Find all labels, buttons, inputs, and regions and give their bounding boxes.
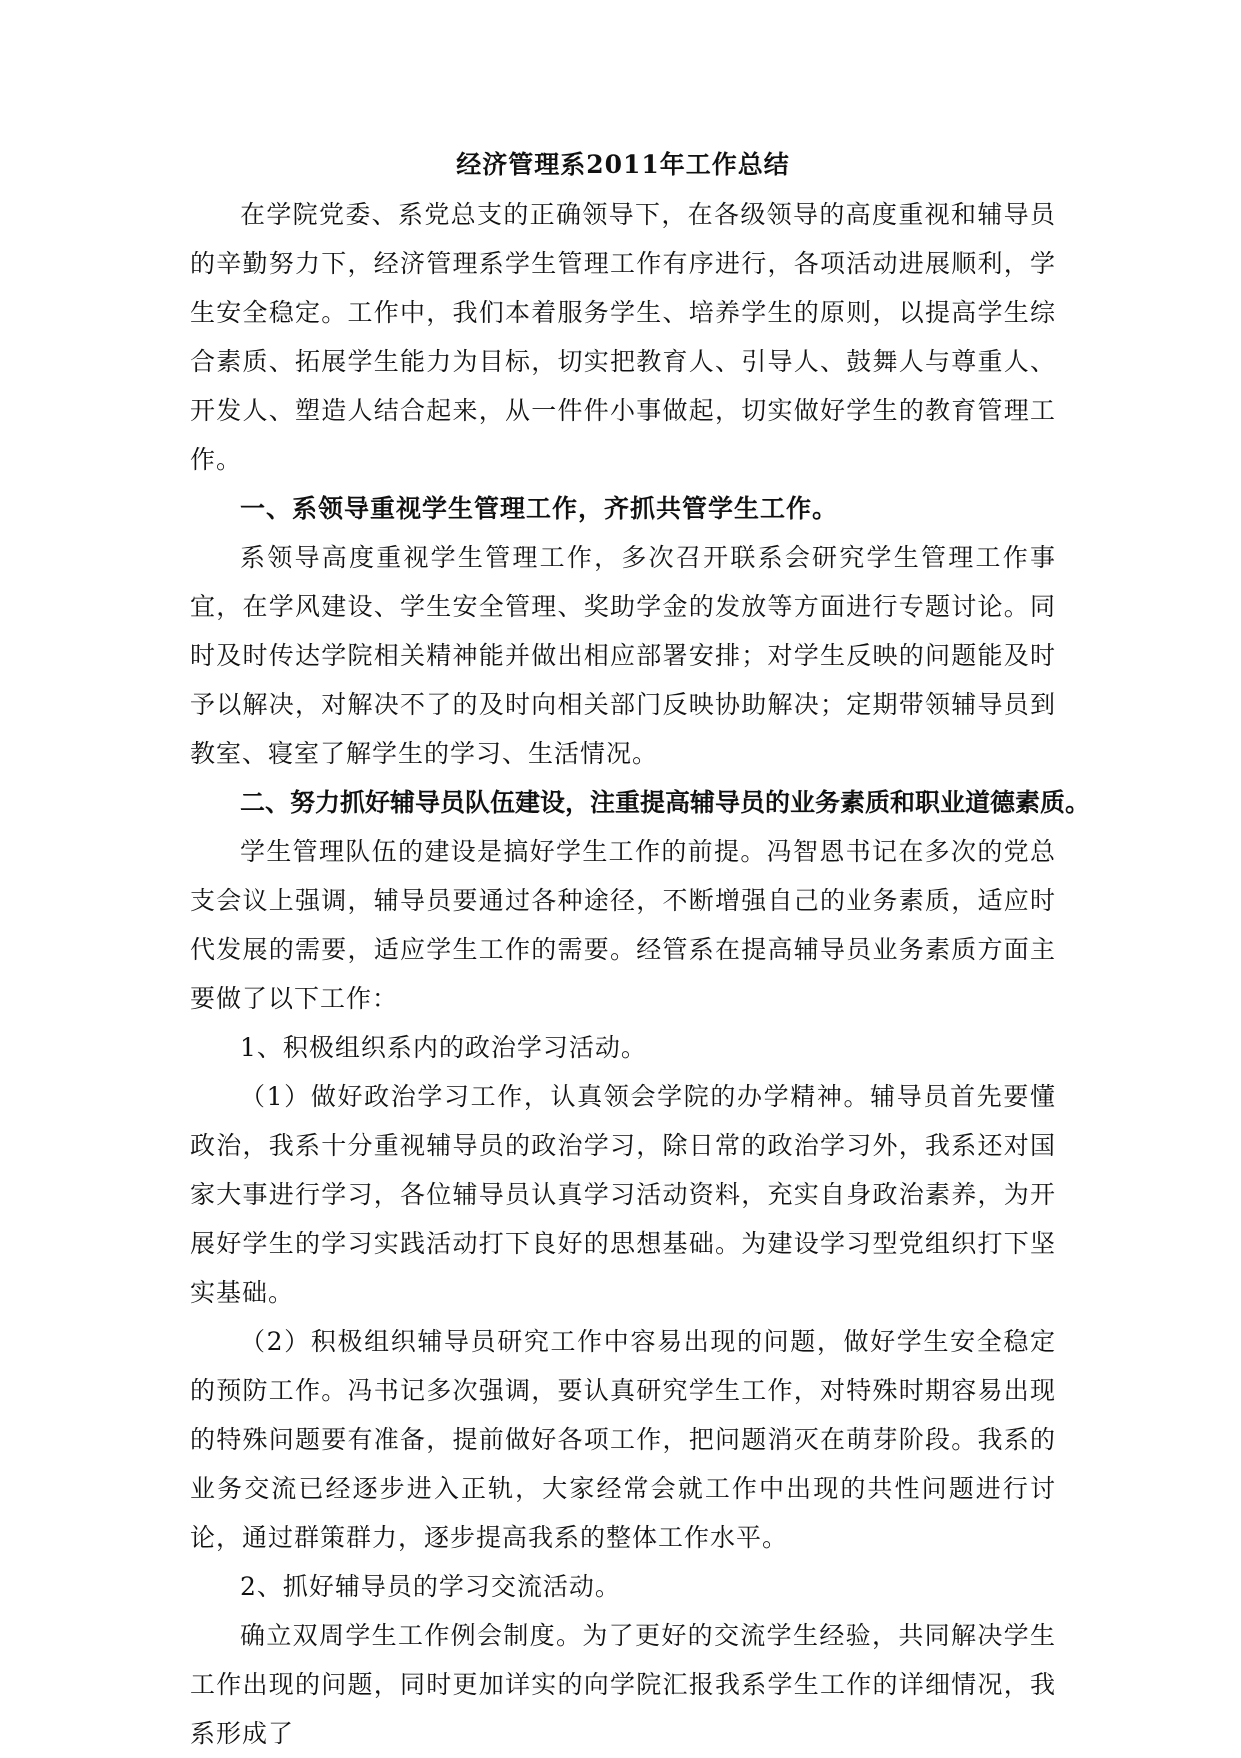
document-title: 经济管理系2011年工作总结: [456, 150, 790, 179]
item-1-sub-2: （2）积极组织辅导员研究工作中容易出现的问题，做好学生安全稳定的预防工作。冯书记多次强调，要认真研究学生工作，对特殊时期容易出现的特殊问题要有准备，提前做好各项工作，把问题消灭在萌芽阶段。我系的业务交流已经逐步进入正轨，大家经常会就工作中出现的共性问题进行讨论，通过群策群力，逐步提高我系的整体工作水平。: [190, 1327, 1056, 1552]
item-2-body: 确立双周学生工作例会制度。为了更好的交流学生经验，共同解决学生工作出现的问题，同时更加详实的向学院汇报我系学生工作的详细情况，我系形成了: [190, 1621, 1056, 1748]
item-2-heading: 2、抓好辅导员的学习交流活动。: [240, 1572, 621, 1601]
section-1-heading: 一、系领导重视学生管理工作，齐抓共管学生工作。: [240, 494, 839, 523]
item-1-heading: 1、积极组织系内的政治学习活动。: [240, 1033, 647, 1062]
section-1-body: 系领导高度重视学生管理工作，多次召开联系会研究学生管理工作事宜，在学风建设、学生安全管理、奖助学金的发放等方面进行专题讨论。同时及时传达学院相关精神能并做出相应部署安排；对学生反映的问题能及时予以解决，对解决不了的及时向相关部门反映协助解决；定期带领辅导员到教室、寝室了解学生的学习、生活情况。: [190, 543, 1056, 768]
document-page: [190, 140, 1091, 1758]
section-2-body: 学生管理队伍的建设是搞好学生工作的前提。冯智恩书记在多次的党总支会议上强调，辅导员要通过各种途径，不断增强自己的业务素质，适应时代发展的需要，适应学生工作的需要。经管系在提高辅导员业务素质方面主要做了以下工作：: [190, 837, 1056, 1013]
item-1-sub-1: （1）做好政治学习工作，认真领会学院的办学精神。辅导员首先要懂政治，我系十分重视辅导员的政治学习，除日常的政治学习外，我系还对国家大事进行学习，各位辅导员认真学习活动资料，充实自身政治素养，为开展好学生的学习实践活动打下良好的思想基础。为建设学习型党组织打下坚实基础。: [190, 1082, 1056, 1307]
section-2-heading: 二、努力抓好辅导员队伍建设，注重提高辅导员的业务素质和职业道德素质。: [240, 788, 1091, 817]
intro-paragraph: 在学院党委、系党总支的正确领导下，在各级领导的高度重视和辅导员的辛勤努力下，经济管理系学生管理工作有序进行，各项活动进展顺利，学生安全稳定。工作中，我们本着服务学生、培养学生的原则，以提高学生综合素质、拓展学生能力为目标，切实把教育人、引导人、鼓舞人与尊重人、开发人、塑造人结合起来，从一件件小事做起，切实做好学生的教育管理工作。: [190, 200, 1056, 474]
